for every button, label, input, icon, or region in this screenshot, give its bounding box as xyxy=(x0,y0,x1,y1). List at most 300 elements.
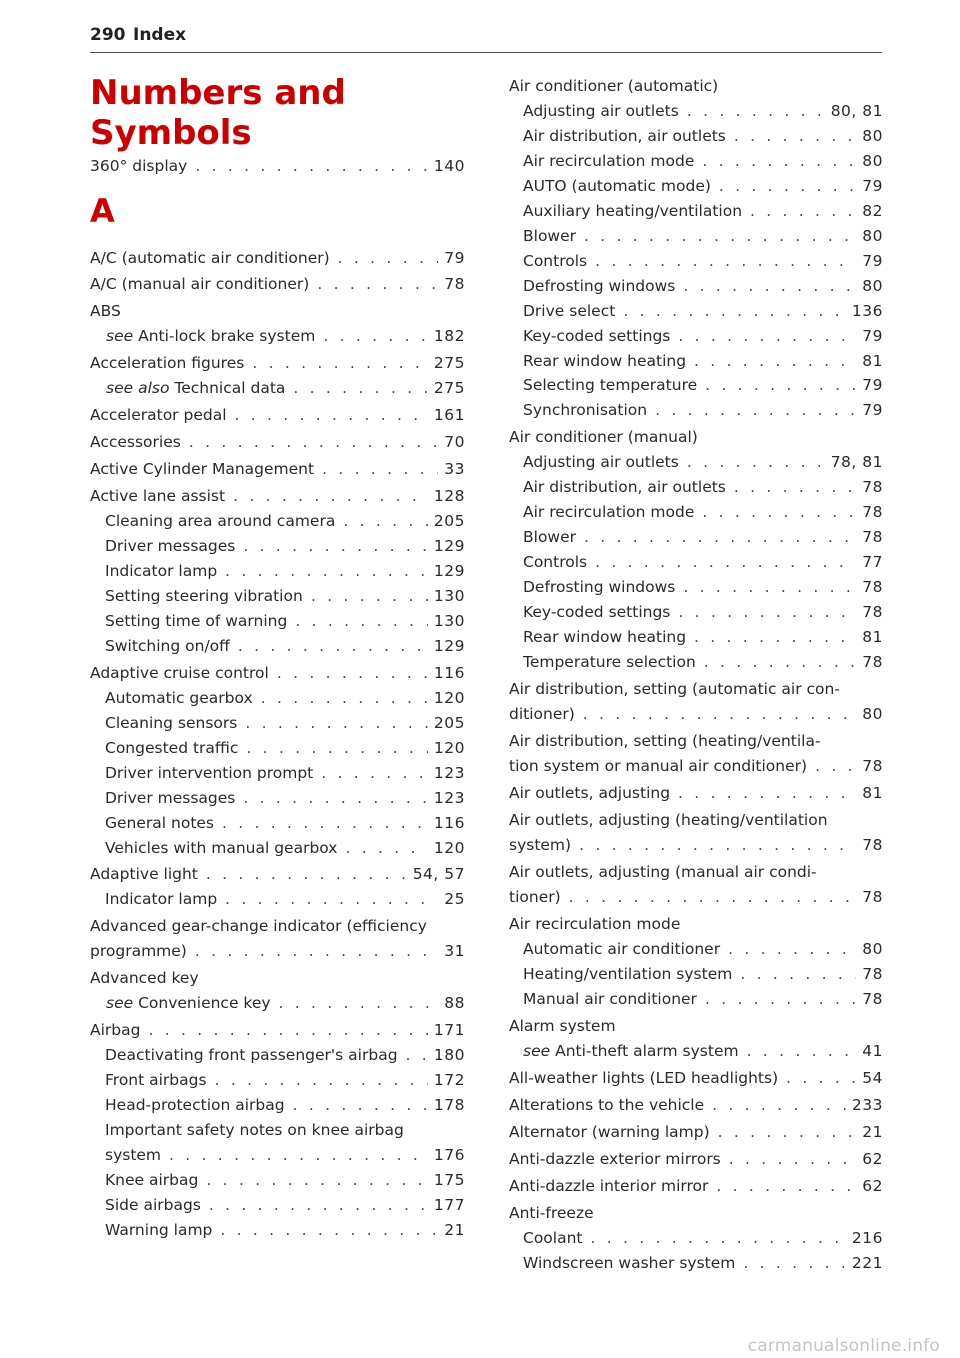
dot-leader xyxy=(243,534,428,558)
entry-page-number: 161 xyxy=(433,406,465,424)
index-entry xyxy=(523,650,883,674)
index-entry xyxy=(105,736,465,760)
entry-label xyxy=(509,754,807,778)
index-entry xyxy=(105,1068,465,1092)
dot-leader xyxy=(233,484,428,508)
index-heading xyxy=(509,729,821,753)
entry-text: Controls xyxy=(523,553,588,571)
entry-label xyxy=(523,349,686,373)
cross-reference-prefix: see xyxy=(106,327,134,345)
entry-text: Auxiliary heating/ventilation xyxy=(523,202,743,220)
dot-leader xyxy=(712,1093,846,1117)
entry-page-number: 275 xyxy=(433,379,465,397)
dot-leader xyxy=(694,625,856,649)
entry-page-number: 128 xyxy=(433,487,465,505)
watermark: carmanualsonline.info xyxy=(747,1336,940,1356)
entry-text: Anti-dazzle interior mirror xyxy=(509,1177,709,1195)
entry-text: Adjusting air outlets xyxy=(523,102,679,120)
entry-label xyxy=(523,1251,735,1275)
entry-page-number: 80 xyxy=(862,705,883,723)
entry-page-number: 180 xyxy=(433,1046,465,1064)
entry-label xyxy=(105,711,237,735)
entry-page-number: 120 xyxy=(433,739,465,757)
index-entry xyxy=(105,634,465,658)
entry-page-number: 80 xyxy=(862,277,883,295)
dot-leader xyxy=(209,1193,428,1217)
entry-label xyxy=(523,249,587,273)
index-entry xyxy=(90,246,465,270)
entry-page-number: 70 xyxy=(444,433,465,451)
dot-leader xyxy=(215,1068,428,1092)
entry-text: Adaptive cruise control xyxy=(90,664,269,682)
dot-leader xyxy=(235,403,428,427)
entry-page-number: 78 xyxy=(444,275,465,293)
entry-text: Driver messages xyxy=(105,789,236,807)
entry-label xyxy=(106,324,315,348)
entry-text: Setting time of warning xyxy=(105,612,288,630)
entry-label xyxy=(105,786,235,810)
entry-page-number: 81 xyxy=(862,628,883,646)
entry-page-number: 79 xyxy=(862,177,883,195)
entry-label xyxy=(523,650,696,674)
index-entry xyxy=(106,991,465,1015)
entry-page-number: 79 xyxy=(862,327,883,345)
entry-page-number: 80 xyxy=(862,152,883,170)
entry-page-number: 140 xyxy=(433,157,465,175)
dot-leader xyxy=(705,373,856,397)
index-entry xyxy=(523,398,883,422)
entry-text: Air distribution, air outlets xyxy=(523,478,726,496)
dot-leader xyxy=(718,1120,857,1144)
dot-leader xyxy=(683,274,856,298)
index-entry xyxy=(105,559,465,583)
entry-text: Rear window heating xyxy=(523,352,687,370)
section-title-line-2: Symbols xyxy=(90,113,252,153)
dot-leader xyxy=(655,398,856,422)
entry-text: Air recirculation mode xyxy=(523,152,695,170)
entry-text: Blower xyxy=(523,227,577,245)
entry-label xyxy=(105,1143,161,1167)
entry-page-number: 130 xyxy=(433,587,465,605)
entry-page-number: 80 xyxy=(862,940,883,958)
entry-page-number: 172 xyxy=(433,1071,465,1089)
entry-page-number: 182 xyxy=(433,327,465,345)
entry-text: Advanced gear-change indicator (efficiency xyxy=(90,917,427,935)
index-entry xyxy=(105,609,465,633)
entry-text: Air outlets, adjusting (heating/ventilation xyxy=(509,811,828,829)
entry-text: Side airbags xyxy=(105,1196,201,1214)
entry-page-number: 129 xyxy=(433,562,465,580)
index-entry xyxy=(90,351,465,375)
dot-leader xyxy=(595,249,856,273)
entry-text: Windscreen washer system xyxy=(523,1254,736,1272)
entry-text: tioner) xyxy=(509,888,561,906)
entry-page-number: 120 xyxy=(433,689,465,707)
index-entry xyxy=(90,1018,465,1042)
entry-page-number: 78, 81 xyxy=(830,453,883,471)
index-entry xyxy=(523,149,883,173)
entry-label xyxy=(523,937,720,961)
index-entry xyxy=(106,376,465,400)
entry-page-number: 221 xyxy=(851,1254,883,1272)
entry-label xyxy=(105,836,338,860)
dot-leader xyxy=(225,887,438,911)
index-entry xyxy=(523,575,883,599)
entry-text: Air distribution, setting (heating/ventila- xyxy=(509,732,821,750)
entry-page-number: 116 xyxy=(433,814,465,832)
index-heading xyxy=(90,966,199,990)
entry-text: Key-coded settings xyxy=(523,603,671,621)
index-entry xyxy=(523,937,883,961)
entry-page-number: 123 xyxy=(433,789,465,807)
entry-text: system xyxy=(105,1146,162,1164)
entry-label xyxy=(523,149,694,173)
index-entry xyxy=(509,1174,883,1198)
entry-page-number: 130 xyxy=(433,612,465,630)
entry-text: Air outlets, adjusting xyxy=(509,784,671,802)
section-letter-a: A xyxy=(90,192,115,230)
index-entry xyxy=(523,987,883,1011)
entry-text: Alterations to the vehicle xyxy=(509,1096,705,1114)
entry-label xyxy=(523,450,679,474)
entry-page-number: 31 xyxy=(444,942,465,960)
index-entry xyxy=(105,509,465,533)
entry-text: Air outlets, adjusting (manual air condi- xyxy=(509,863,817,881)
entry-page-number: 177 xyxy=(433,1196,465,1214)
entry-page-number: 78 xyxy=(862,757,883,775)
index-entry xyxy=(523,600,883,624)
entry-page-number: 116 xyxy=(433,664,465,682)
entry-page-number: 78 xyxy=(862,888,883,906)
entry-page-number: 78 xyxy=(862,603,883,621)
dot-leader xyxy=(295,609,428,633)
index-entry xyxy=(523,124,883,148)
entry-text: Anti-lock brake system xyxy=(138,327,316,345)
entry-page-number: 178 xyxy=(433,1096,465,1114)
index-entry xyxy=(90,457,465,481)
index-entry xyxy=(523,199,883,223)
dot-leader xyxy=(678,600,856,624)
entry-text: Automatic air conditioner xyxy=(523,940,721,958)
entry-label xyxy=(523,174,711,198)
dot-leader xyxy=(702,500,856,524)
entry-label xyxy=(523,475,726,499)
entry-label xyxy=(90,862,198,886)
entry-page-number: 171 xyxy=(433,1021,465,1039)
dot-leader xyxy=(225,559,428,583)
entry-text: Convenience key xyxy=(138,994,271,1012)
entry-page-number: 79 xyxy=(862,252,883,270)
entry-label xyxy=(105,1068,207,1092)
entry-label xyxy=(105,584,303,608)
dot-leader xyxy=(406,1043,428,1067)
entry-label xyxy=(90,154,187,178)
dot-leader xyxy=(195,154,428,178)
index-heading xyxy=(90,299,121,323)
entry-text: Technical data xyxy=(174,379,286,397)
entry-label xyxy=(106,991,271,1015)
entry-text: Adaptive light xyxy=(90,865,198,883)
dot-leader xyxy=(716,1174,856,1198)
entry-text: Synchronisation xyxy=(523,401,648,419)
entry-page-number: 129 xyxy=(433,637,465,655)
dot-leader xyxy=(815,754,856,778)
index-entry xyxy=(105,1218,465,1242)
dot-leader xyxy=(750,199,856,223)
entry-text: Air conditioner (manual) xyxy=(509,428,698,446)
entry-text: Automatic gearbox xyxy=(105,689,253,707)
entry-label xyxy=(523,500,694,524)
entry-text: Acceleration figures xyxy=(90,354,245,372)
dot-leader xyxy=(322,457,438,481)
index-entry xyxy=(106,324,465,348)
entry-text: Rear window heating xyxy=(523,628,687,646)
entry-label xyxy=(523,373,697,397)
entry-page-number: 78 xyxy=(862,528,883,546)
dot-leader xyxy=(222,811,428,835)
entry-page-number: 80, 81 xyxy=(830,102,883,120)
dot-leader xyxy=(246,736,427,760)
dot-leader xyxy=(740,962,856,986)
dot-leader xyxy=(584,224,856,248)
index-entry xyxy=(105,786,465,810)
dot-leader xyxy=(786,1066,856,1090)
index-entry xyxy=(90,154,465,178)
entry-text: 360° display xyxy=(90,157,188,175)
entry-page-number: 79 xyxy=(862,376,883,394)
entry-page-number: 205 xyxy=(433,714,465,732)
index-entry xyxy=(523,373,883,397)
index-entry xyxy=(509,781,883,805)
entry-label xyxy=(523,299,615,323)
entry-label xyxy=(523,1039,739,1063)
entry-label xyxy=(105,534,235,558)
entry-label xyxy=(105,761,313,785)
entry-text: Selecting temperature xyxy=(523,376,698,394)
dot-leader xyxy=(261,686,428,710)
index-entry xyxy=(523,450,883,474)
index-entry xyxy=(90,403,465,427)
entry-text: A/C (manual air conditioner) xyxy=(90,275,310,293)
entry-label xyxy=(90,246,330,270)
entry-page-number: 123 xyxy=(433,764,465,782)
dot-leader xyxy=(743,1251,846,1275)
dot-leader xyxy=(293,1093,428,1117)
entry-text: ABS xyxy=(90,302,121,320)
entry-text: Air recirculation mode xyxy=(509,915,681,933)
entry-text: Cleaning area around camera xyxy=(105,512,336,530)
index-entry xyxy=(90,484,465,508)
entry-text: Warning lamp xyxy=(105,1221,213,1239)
entry-label xyxy=(105,686,253,710)
running-title: Index xyxy=(133,25,187,45)
entry-page-number: 78 xyxy=(862,578,883,596)
entry-label xyxy=(105,1193,201,1217)
entry-text: Active lane assist xyxy=(90,487,226,505)
entry-label xyxy=(90,484,225,508)
entry-page-number: 21 xyxy=(444,1221,465,1239)
dot-leader xyxy=(569,885,857,909)
entry-page-number: 78 xyxy=(862,836,883,854)
index-entry xyxy=(105,1168,465,1192)
entry-text: Adjusting air outlets xyxy=(523,453,679,471)
index-entry xyxy=(105,534,465,558)
dot-leader xyxy=(747,1039,857,1063)
entry-text: Alarm system xyxy=(509,1017,616,1035)
entry-page-number: 216 xyxy=(851,1229,883,1247)
entry-label xyxy=(105,634,230,658)
dot-leader xyxy=(687,99,825,123)
entry-label xyxy=(105,1093,285,1117)
entry-label xyxy=(90,939,187,963)
entry-page-number: 129 xyxy=(433,537,465,555)
index-entry xyxy=(105,686,465,710)
entry-text: Setting steering vibration xyxy=(105,587,303,605)
dot-leader xyxy=(252,351,428,375)
index-entry xyxy=(523,99,883,123)
dot-leader xyxy=(719,174,856,198)
entry-page-number: 82 xyxy=(862,202,883,220)
entry-label xyxy=(105,1043,398,1067)
entry-page-number: 81 xyxy=(862,784,883,802)
index-entry xyxy=(523,224,883,248)
entry-label xyxy=(523,324,670,348)
index-entry xyxy=(509,833,883,857)
entry-text: Anti-freeze xyxy=(509,1204,594,1222)
dot-leader xyxy=(220,1218,438,1242)
entry-page-number: 54, 57 xyxy=(412,865,465,883)
index-entry xyxy=(523,249,883,273)
dot-leader xyxy=(169,1143,428,1167)
index-entry xyxy=(509,754,883,778)
entry-text: Anti-theft alarm system xyxy=(555,1042,739,1060)
index-entry xyxy=(105,711,465,735)
entry-text: Airbag xyxy=(90,1021,141,1039)
entry-label xyxy=(523,962,732,986)
entry-label xyxy=(105,509,335,533)
entry-text: Manual air conditioner xyxy=(523,990,697,1008)
dot-leader xyxy=(189,430,438,454)
entry-page-number: 175 xyxy=(433,1171,465,1189)
dot-leader xyxy=(279,991,439,1015)
dot-leader xyxy=(277,661,428,685)
entry-text: Controls xyxy=(523,252,588,270)
entry-text: Defrosting windows xyxy=(523,578,676,596)
dot-leader xyxy=(702,149,856,173)
entry-text: Temperature selection xyxy=(523,653,696,671)
dot-leader xyxy=(317,272,438,296)
index-entry xyxy=(105,1143,465,1167)
index-entry xyxy=(523,349,883,373)
entry-text: Front airbags xyxy=(105,1071,207,1089)
dot-leader xyxy=(311,584,428,608)
dot-leader xyxy=(195,939,438,963)
entry-text: Coolant xyxy=(523,1229,583,1247)
index-entry xyxy=(523,274,883,298)
index-entry xyxy=(509,885,883,909)
entry-page-number: 78 xyxy=(862,503,883,521)
index-heading xyxy=(90,914,427,938)
dot-leader xyxy=(591,1226,846,1250)
entry-text: Heating/ventilation system xyxy=(523,965,733,983)
index-entry xyxy=(90,862,465,886)
dot-leader xyxy=(293,376,428,400)
index-heading xyxy=(105,1118,404,1142)
entry-text: Key-coded settings xyxy=(523,327,671,345)
index-entry xyxy=(523,174,883,198)
index-entry xyxy=(523,299,883,323)
entry-text: Air conditioner (automatic) xyxy=(509,77,719,95)
dot-leader xyxy=(728,937,856,961)
entry-page-number: 120 xyxy=(433,839,465,857)
entry-label xyxy=(105,609,287,633)
entry-text: Head-protection airbag xyxy=(105,1096,285,1114)
index-heading xyxy=(509,74,718,98)
entry-page-number: 77 xyxy=(862,553,883,571)
cross-reference-prefix: see xyxy=(106,994,134,1012)
entry-label xyxy=(509,1174,708,1198)
entry-label xyxy=(523,274,675,298)
entry-label xyxy=(523,99,679,123)
index-entry xyxy=(523,962,883,986)
dot-leader xyxy=(729,1147,857,1171)
entry-text: Knee airbag xyxy=(105,1171,199,1189)
index-entry xyxy=(523,550,883,574)
entry-text: Drive select xyxy=(523,302,616,320)
entry-label xyxy=(523,224,576,248)
dot-leader xyxy=(321,761,428,785)
entry-text: Air distribution, setting (automatic air con- xyxy=(509,680,840,698)
entry-page-number: 275 xyxy=(433,354,465,372)
index-heading xyxy=(509,677,840,701)
entry-page-number: 136 xyxy=(851,302,883,320)
index-heading xyxy=(509,425,698,449)
index-heading xyxy=(509,1201,594,1225)
entry-text: Advanced key xyxy=(90,969,199,987)
entry-label xyxy=(509,833,571,857)
entry-page-number: 80 xyxy=(862,127,883,145)
entry-page-number: 33 xyxy=(444,460,465,478)
index-entry xyxy=(523,475,883,499)
dot-leader xyxy=(584,525,856,549)
page-header xyxy=(90,22,882,53)
dot-leader xyxy=(206,1168,428,1192)
entry-page-number: 80 xyxy=(862,227,883,245)
entry-page-number: 54 xyxy=(862,1069,883,1087)
entry-label xyxy=(105,811,214,835)
index-entry xyxy=(523,1251,883,1275)
dot-leader xyxy=(678,324,856,348)
index-entry xyxy=(105,761,465,785)
entry-page-number: 62 xyxy=(862,1150,883,1168)
entry-page-number: 21 xyxy=(862,1123,883,1141)
index-heading xyxy=(509,912,680,936)
index-entry xyxy=(509,1093,883,1117)
entry-text: Defrosting windows xyxy=(523,277,676,295)
entry-page-number: 41 xyxy=(862,1042,883,1060)
index-entry xyxy=(90,939,465,963)
index-entry xyxy=(105,887,465,911)
entry-label xyxy=(90,430,181,454)
entry-label xyxy=(523,575,675,599)
dot-leader xyxy=(683,575,856,599)
index-entry xyxy=(523,500,883,524)
dot-leader xyxy=(338,246,439,270)
dot-leader xyxy=(579,833,856,857)
entry-label xyxy=(523,987,697,1011)
entry-label xyxy=(105,736,238,760)
entry-text: Important safety notes on knee airbag xyxy=(105,1121,404,1139)
